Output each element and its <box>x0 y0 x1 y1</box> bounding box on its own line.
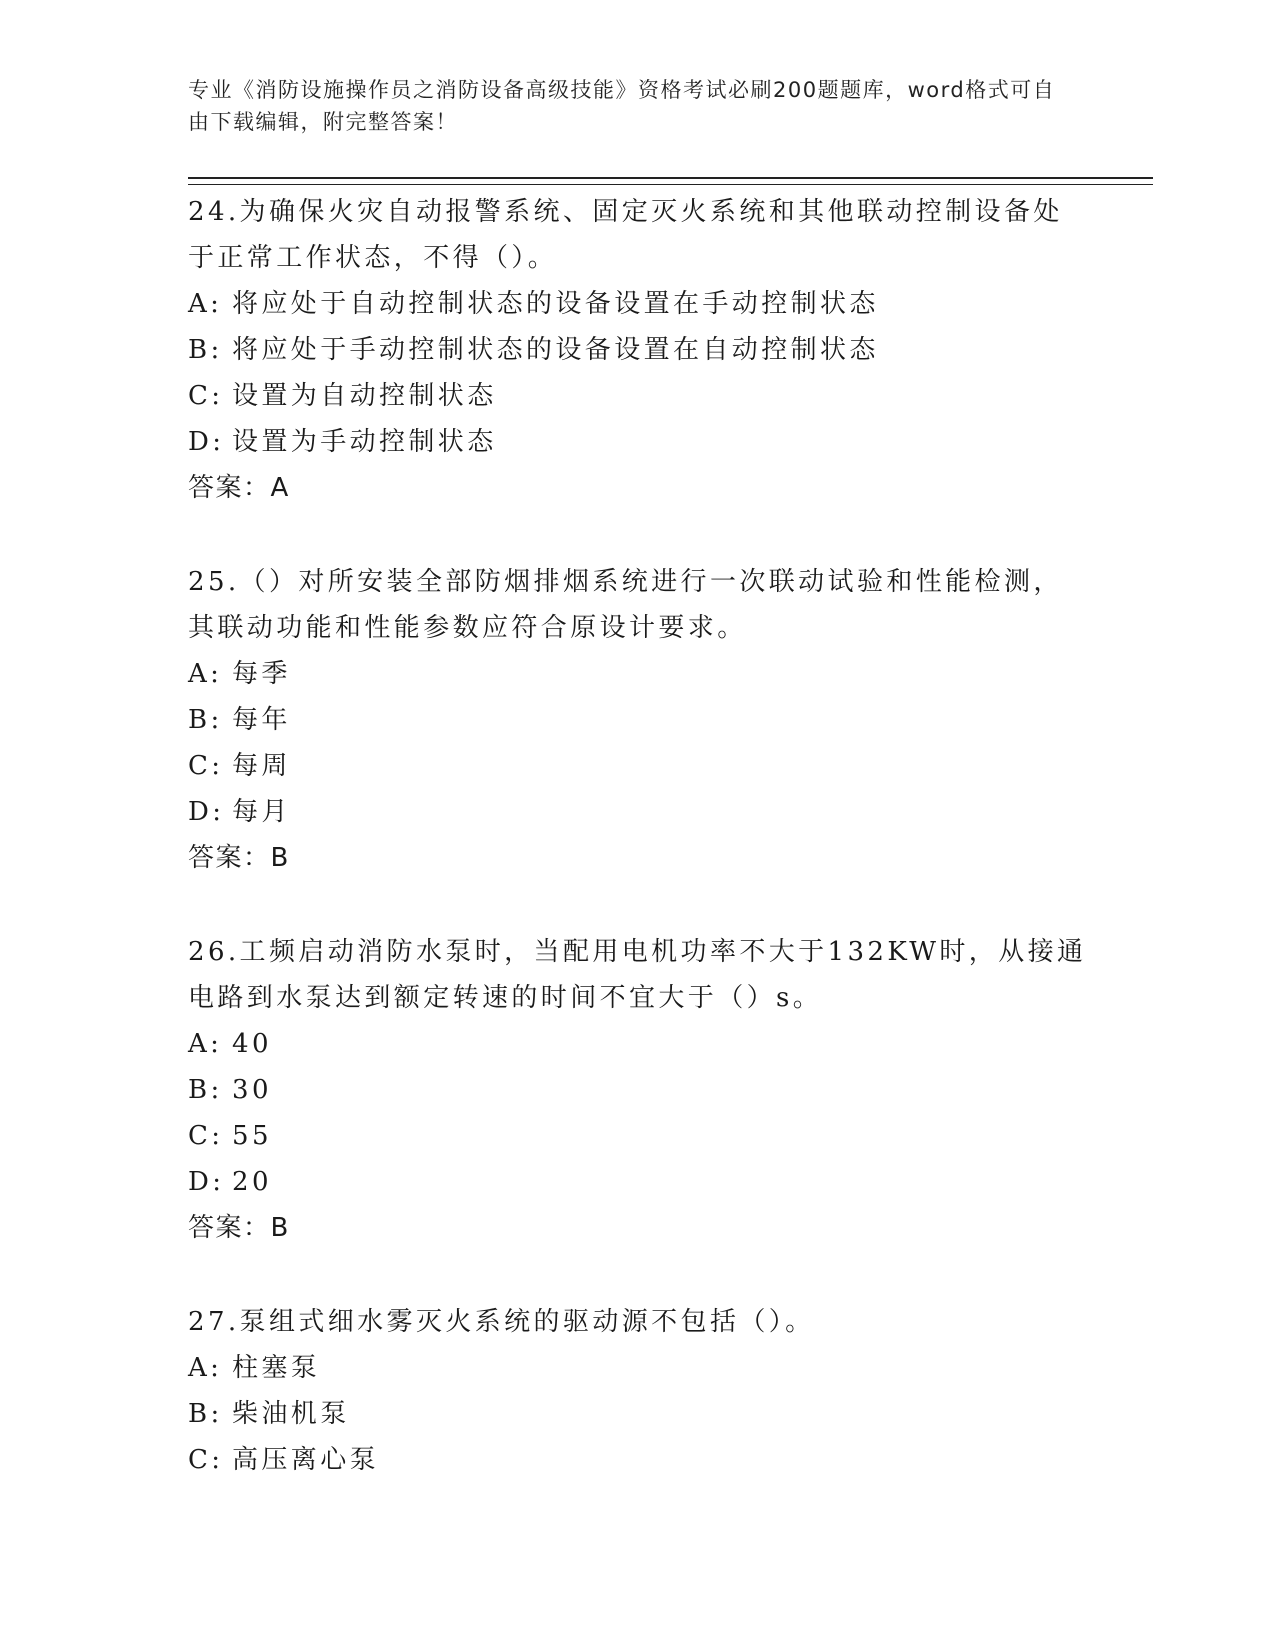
option-key: D: <box>188 427 225 457</box>
option-d <box>188 1159 1088 1205</box>
option-text: 每月 <box>232 797 291 827</box>
answer-line: 答案：B <box>188 843 290 873</box>
option-key: B: <box>188 335 223 365</box>
question-list <box>188 189 1088 1531</box>
option-b <box>188 1067 1088 1113</box>
option-text: 30 <box>232 1075 272 1105</box>
question-24 <box>188 189 1088 511</box>
option-key: B: <box>188 705 223 735</box>
option-key: A: <box>188 289 223 319</box>
question-stem: 27.泵组式细水雾灭火系统的驱动源不包括（）。 <box>188 1307 815 1337</box>
option-b <box>188 697 1088 743</box>
option-key: B: <box>188 1075 223 1105</box>
question-25 <box>188 559 1088 881</box>
option-text: 55 <box>232 1121 272 1151</box>
option-a <box>188 1021 1088 1067</box>
option-text: 柱塞泵 <box>232 1353 321 1383</box>
option-key: C: <box>188 381 224 411</box>
option-text: 每周 <box>232 751 291 781</box>
option-a <box>188 651 1088 697</box>
option-text: 设置为自动控制状态 <box>232 381 497 411</box>
option-key: A: <box>188 1353 223 1383</box>
option-text: 每季 <box>232 659 291 689</box>
header-divider-thick <box>188 177 1153 179</box>
option-text: 高压离心泵 <box>232 1445 380 1475</box>
option-text: 40 <box>232 1029 272 1059</box>
question-26 <box>188 929 1088 1251</box>
option-a <box>188 281 1088 327</box>
option-c <box>188 1437 1088 1483</box>
option-key: D: <box>188 1167 225 1197</box>
option-text: 将应处于自动控制状态的设备设置在手动控制状态 <box>232 289 879 319</box>
option-key: C: <box>188 1121 224 1151</box>
option-key: C: <box>188 1445 224 1475</box>
option-b <box>188 327 1088 373</box>
option-key: A: <box>188 659 223 689</box>
option-key: C: <box>188 751 224 781</box>
option-key: D: <box>188 797 225 827</box>
answer-line: 答案：A <box>188 473 290 503</box>
document-header: 专业《消防设施操作员之消防设备高级技能》资格考试必刷200题题库，word格式可自由下载编辑，附完整答案！ <box>188 78 1056 134</box>
option-c <box>188 373 1088 419</box>
option-text: 将应处于手动控制状态的设备设置在自动控制状态 <box>232 335 879 365</box>
option-text: 每年 <box>232 705 291 735</box>
option-text: 设置为手动控制状态 <box>232 427 497 457</box>
option-a <box>188 1345 1088 1391</box>
question-27 <box>188 1299 1088 1483</box>
option-d <box>188 789 1088 835</box>
question-stem: 24.为确保火灾自动报警系统、固定灭火系统和其他联动控制设备处于正常工作状态，不得（）。 <box>188 197 1063 273</box>
option-c <box>188 1113 1088 1159</box>
question-stem: 25.（）对所安装全部防烟排烟系统进行一次联动试验和性能检测，其联动功能和性能参数应符合原设计要求。 <box>188 567 1063 643</box>
option-key: B: <box>188 1399 223 1429</box>
question-stem: 26.工频启动消防水泵时，当配用电机功率不大于132KW时，从接通电路到水泵达到额定转速的时间不宜大于（）s。 <box>188 937 1087 1013</box>
option-text: 柴油机泵 <box>232 1399 350 1429</box>
header-divider-thin <box>188 184 1153 185</box>
option-d <box>188 419 1088 465</box>
option-c <box>188 743 1088 789</box>
option-key: A: <box>188 1029 223 1059</box>
answer-line: 答案：B <box>188 1213 290 1243</box>
option-b <box>188 1391 1088 1437</box>
option-text: 20 <box>232 1167 272 1197</box>
